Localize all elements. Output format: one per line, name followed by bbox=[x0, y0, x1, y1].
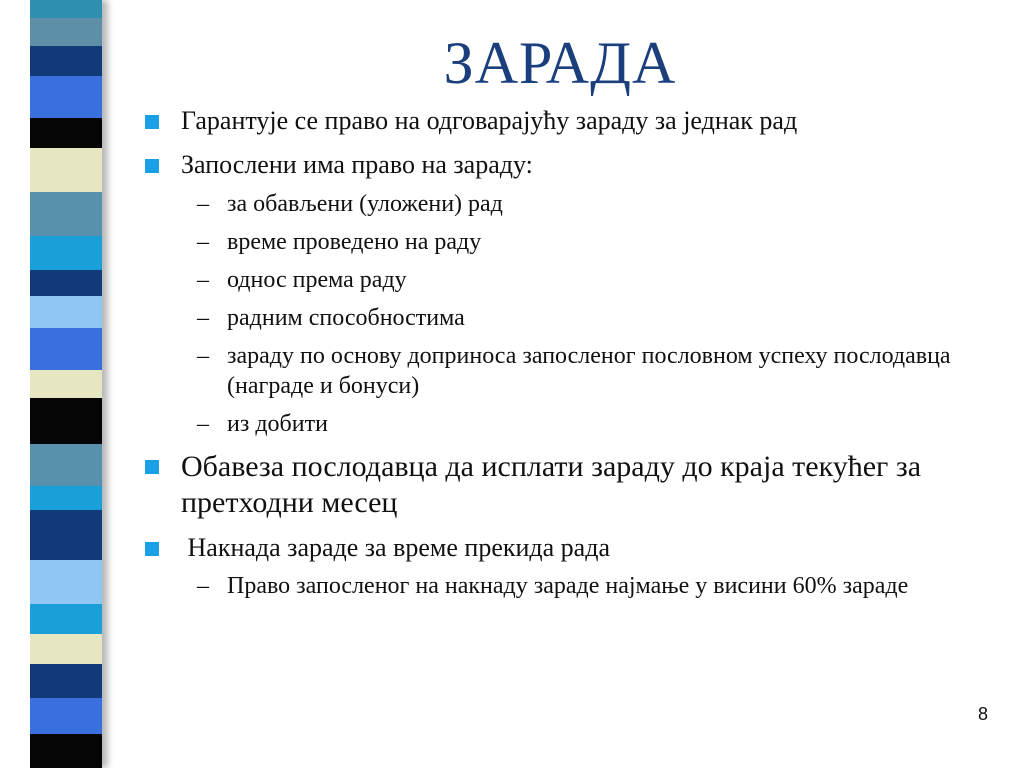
sub-item-text: радним способностима bbox=[227, 305, 465, 331]
dash-marker: – bbox=[197, 343, 209, 369]
bullet-text: Обавеза послодавца да исплати зараду до краја текућег за претходни месец bbox=[181, 450, 922, 519]
bullet-list bbox=[145, 104, 1005, 601]
sub-item-text: из добити bbox=[227, 411, 328, 437]
dash-marker: – bbox=[197, 573, 209, 599]
square-bullet-icon bbox=[145, 159, 159, 173]
square-bullet-icon bbox=[145, 542, 159, 556]
page-number: 8 bbox=[977, 704, 988, 724]
sub-item-text: за обављени (уложени) рад bbox=[227, 191, 503, 217]
sub-item bbox=[145, 303, 1005, 333]
sub-item bbox=[145, 409, 1005, 439]
square-bullet-icon bbox=[145, 115, 159, 129]
decorative-ribbon bbox=[30, 0, 102, 768]
bullet-text: Запослени има право на зараду: bbox=[181, 150, 533, 179]
bullet-text: Гарантује се право на одговарајућу зараду за једнак рад bbox=[181, 106, 798, 135]
sub-item bbox=[145, 189, 1005, 219]
bullet-item bbox=[145, 106, 1005, 136]
dash-marker: – bbox=[197, 411, 209, 437]
sub-item bbox=[145, 341, 1005, 401]
sub-item-text: време проведено на раду bbox=[227, 229, 482, 255]
dash-marker: – bbox=[197, 305, 209, 331]
sub-item bbox=[145, 571, 1005, 601]
bullet-text: Накнада зараде за време прекида рада bbox=[181, 533, 610, 562]
slide-title: ЗАРАДА bbox=[443, 30, 677, 96]
bullet-item bbox=[145, 533, 1005, 563]
sub-item-text: однос према раду bbox=[227, 267, 407, 293]
square-bullet-icon bbox=[145, 460, 159, 474]
bullet-item bbox=[145, 150, 1005, 180]
dash-marker: – bbox=[197, 191, 209, 217]
sub-item-text: Право запосленог на накнаду зараде најмање у висини 60% зараде bbox=[227, 573, 909, 599]
dash-marker: – bbox=[197, 267, 209, 293]
sub-item bbox=[145, 265, 1005, 295]
sub-item bbox=[145, 227, 1005, 257]
dash-marker: – bbox=[197, 229, 209, 255]
sub-item-text: зараду по основу доприноса запосленог пословном успеху послодавца (награде и бонуси) bbox=[227, 343, 951, 399]
bullet-item bbox=[145, 449, 1005, 521]
